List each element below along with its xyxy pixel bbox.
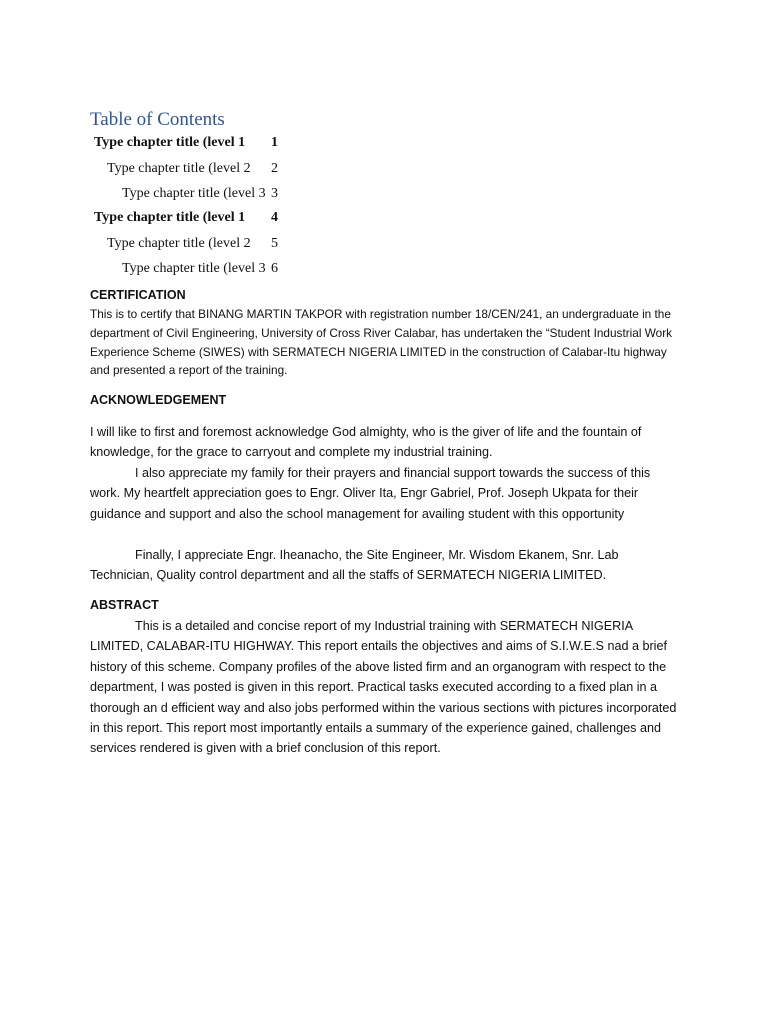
toc-entry-text: Type chapter title (level 3 [122, 261, 266, 276]
acknowledgement-paragraph-2: I also appreciate my family for their prayers and financial support towards the success of this work. My heartfelt appreciation goes to Engr. Oliver Ita, Engr Gabriel, Prof. Joseph Ukpata for their guidance and support and also the school management for availing student with this opportunity [90, 466, 651, 521]
toc-entry-text: Type chapter title (level 2 [107, 161, 251, 176]
toc-entry[interactable] [0, 236, 300, 256]
toc-entry-page: 4 [271, 210, 278, 225]
toc-entry-page: 1 [271, 135, 278, 150]
toc-entry-page: 3 [271, 186, 278, 201]
toc-entry[interactable] [0, 210, 300, 230]
toc-entry[interactable] [0, 186, 300, 206]
certification-body: This is to certify that BINANG MARTIN TAKPOR with registration number 18/CEN/241, an undergraduate in the department of Civil Engineering, University of Cross River Calabar, has undertaken the “Student Industrial Work Experience Scheme (SIWES) with SERMATECH NIGERIA LIMITED in the construction of Calabar-Itu highway and presented a report of the training. [90, 307, 673, 378]
toc-entry-page: 5 [271, 236, 278, 251]
abstract-heading: ABSTRACT [90, 598, 159, 612]
acknowledgement-paragraph-3: Finally, I appreciate Engr. Iheanacho, the Site Engineer, Mr. Wisdom Ekanem, Snr. Lab Technician, Quality control department and all the staffs of SERMATECH NIGERIA LIMITED. [90, 548, 619, 583]
toc-entry[interactable] [0, 135, 300, 155]
toc-entry-text: Type chapter title (level 2 [107, 236, 251, 251]
toc-entry-page: 2 [271, 161, 278, 176]
acknowledgement-heading: ACKNOWLEDGEMENT [90, 393, 227, 407]
abstract-body: This is a detailed and concise report of my Industrial training with SERMATECH NIGERIA LIMITED, CALABAR-ITU HIGHWAY. This report entails the objectives and aims of S.I.W.E.S nad a brief history of this scheme. Company profiles of the above listed firm and an organogram with respect to the department, I was posted is given in this report. Practical tasks executed according to a fixed plan in a thorough an d efficient way and also jobs performed within the various sections with pictures incorporated in this report. This report most importantly entails a summary of the experience gained, challenges and services rendered is given with a brief conclusion of this report. [90, 619, 677, 756]
toc-entry[interactable] [0, 261, 300, 281]
toc-entry[interactable] [0, 161, 300, 181]
certification-heading: CERTIFICATION [90, 288, 186, 302]
toc-entry-text: Type chapter title (level 3 [122, 186, 266, 201]
toc-entry-text: Type chapter title (level 1 [94, 210, 246, 225]
acknowledgement-paragraph-1: I will like to first and foremost acknowledge God almighty, who is the giver of life and the fountain of knowledge, for the grace to carryout and complete my industrial training. [90, 425, 642, 460]
toc-entry-text: Type chapter title (level 1 [94, 135, 246, 150]
toc-entry-page: 6 [271, 261, 278, 276]
toc-title: Table of Contents [90, 109, 225, 130]
